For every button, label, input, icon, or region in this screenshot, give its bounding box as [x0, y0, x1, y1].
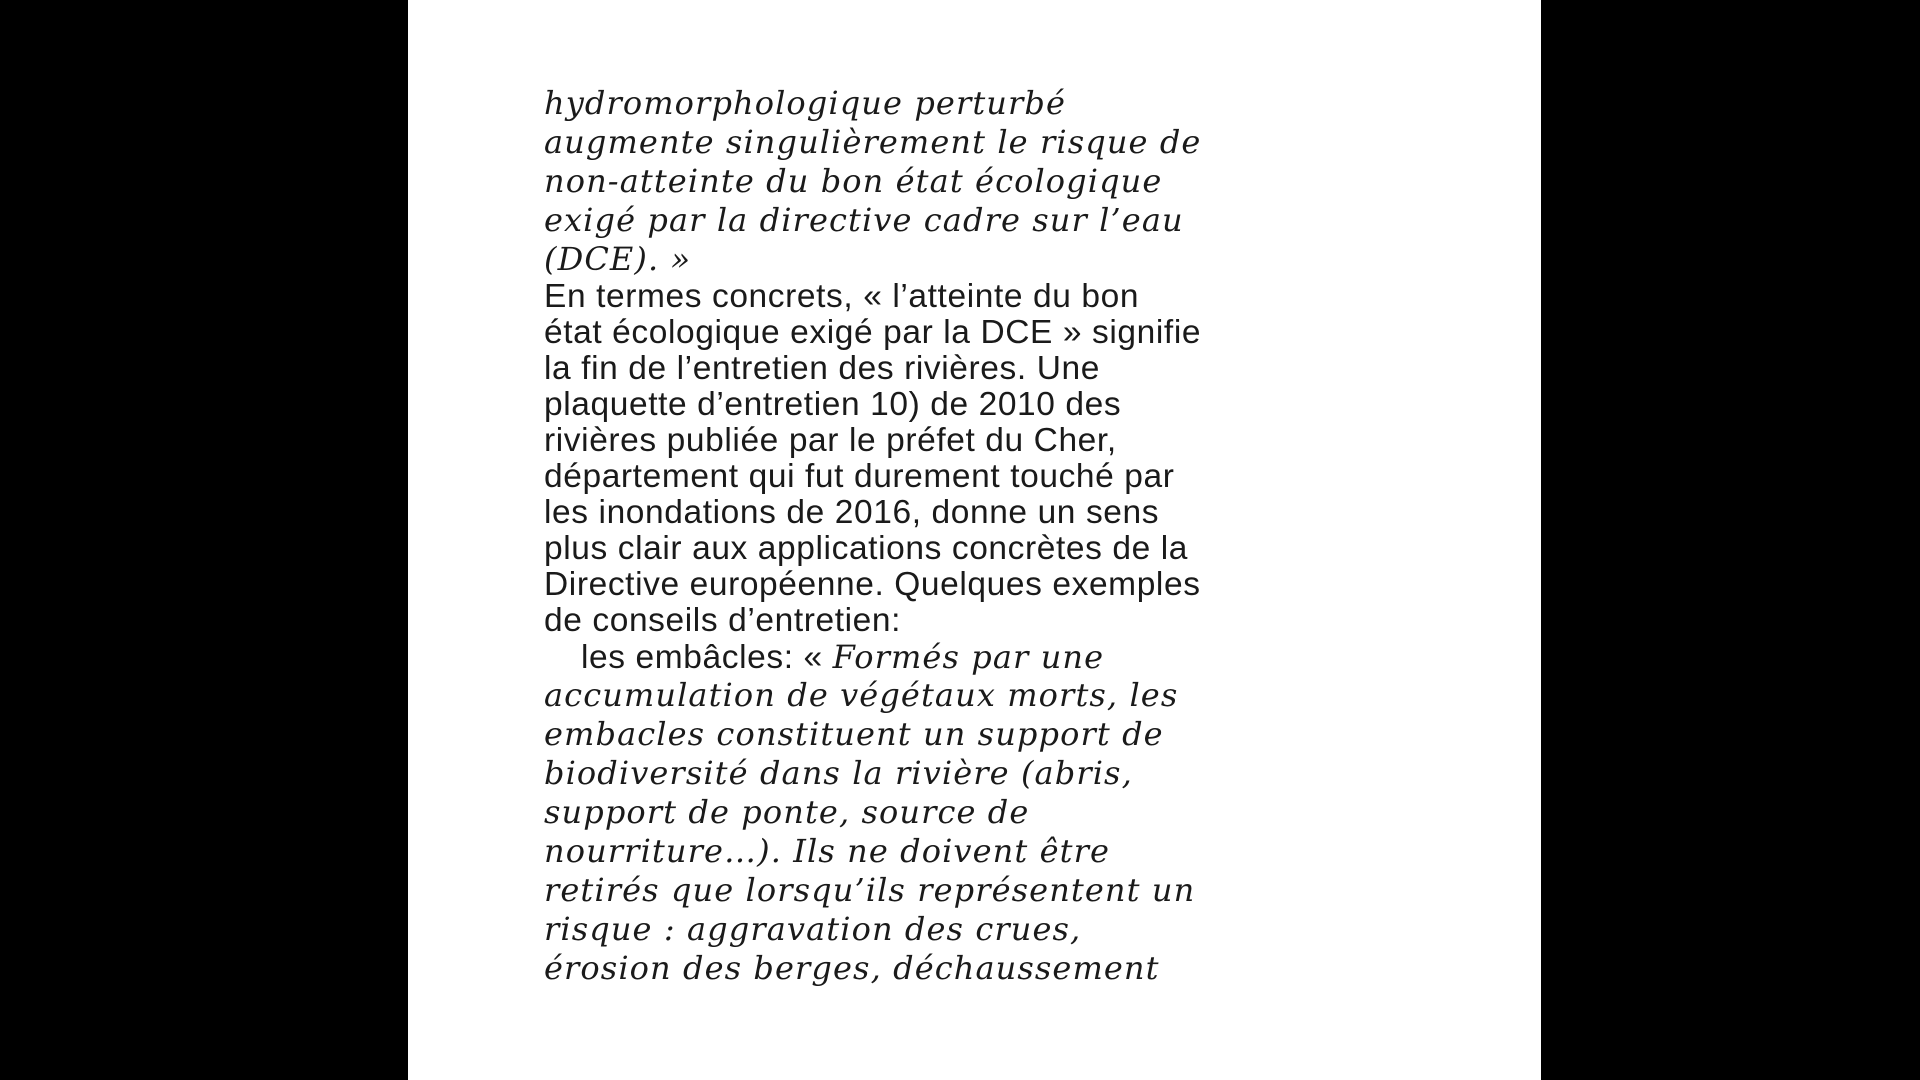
list-item-first-line — [544, 639, 1444, 676]
text-line: biodiversité dans la rivière (abris, — [544, 754, 1133, 792]
text-line: risque : aggravation des crues, — [544, 910, 1082, 948]
page-text — [544, 84, 1444, 988]
list-item-embacles — [544, 639, 1444, 988]
text-line: plus clair aux applications concrètes de la — [544, 530, 1189, 567]
text-line: la fin de l’entretien des rivières. Une — [544, 350, 1100, 387]
text-line: retirés que lorsqu’ils représentent un — [544, 871, 1196, 909]
text-line: embacles constituent un support de — [544, 715, 1164, 753]
text-line: plaquette d’entretien 10) de 2010 des — [544, 386, 1122, 423]
list-item-lead-italic: Formés par une — [832, 638, 1105, 676]
text-line: érosion des berges, déchaussement — [544, 949, 1160, 987]
text-line: rivières publiée par le préfet du Cher, — [544, 422, 1117, 459]
text-line: état écologique exigé par la DCE » signifie — [544, 314, 1202, 351]
document-page — [408, 0, 1541, 1080]
body-paragraph — [544, 279, 1444, 639]
text-line: En termes concrets, « l’atteinte du bon — [544, 278, 1140, 315]
list-item-lead: les embâcles: « — [581, 639, 833, 676]
text-line: hydromorphologique perturbé — [544, 84, 1067, 122]
text-line: non-atteinte du bon état écologique — [544, 162, 1163, 200]
text-line: support de ponte, source de — [544, 793, 1030, 831]
text-line: département qui fut durement touché par — [544, 458, 1175, 495]
text-line: de conseils d’entretien: — [544, 602, 902, 639]
quote-paragraph — [544, 84, 1444, 279]
text-line: Directive européenne. Quelques exemples — [544, 566, 1201, 603]
text-line: exigé par la directive cadre sur l’eau — [544, 201, 1184, 239]
text-line: accumulation de végétaux morts, les — [544, 676, 1179, 714]
text-line: augmente singulièrement le risque de — [544, 123, 1202, 161]
text-line: nourriture…). Ils ne doivent être — [544, 832, 1111, 870]
text-line: (DCE). » — [544, 240, 692, 278]
text-line: les inondations de 2016, donne un sens — [544, 494, 1160, 531]
